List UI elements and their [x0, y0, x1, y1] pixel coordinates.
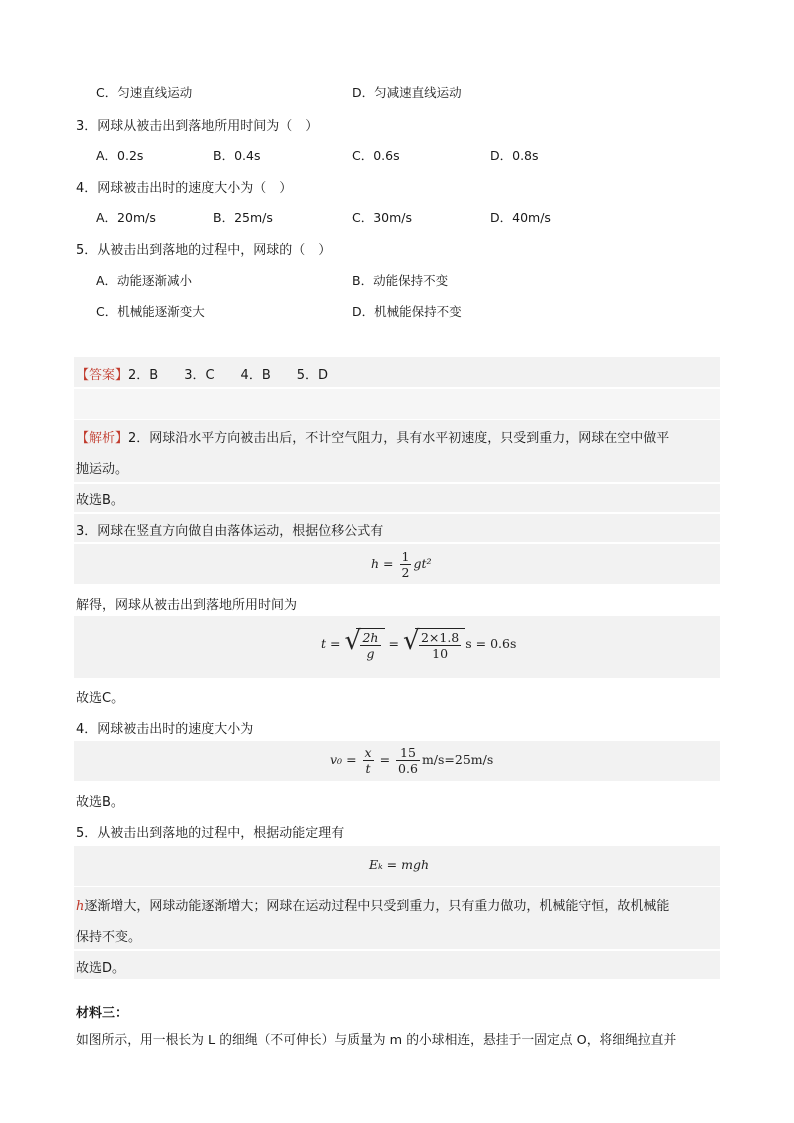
f1-num: 1	[401, 549, 410, 564]
analysis-2-text: 2．网球沿水平方向被击出后，不计空气阻力，具有水平初速度，只受到重力，网球在空中做平	[128, 431, 670, 446]
f3-fraction-1	[363, 745, 374, 776]
q5-option-d: D．机械能保持不变	[352, 304, 462, 319]
f1-eq: =	[383, 556, 394, 571]
q5-option-b: B．动能保持不变	[352, 273, 449, 288]
analysis-choose-2: 故选B。	[76, 493, 124, 508]
q5-option-c: C．机械能逐渐变大	[96, 304, 205, 319]
material-3-title: 材料三：	[76, 1006, 129, 1021]
f2-fraction-2	[419, 630, 461, 661]
f2-num1: 2h	[362, 630, 379, 645]
analysis-line-2b: 抛运动。	[76, 462, 129, 477]
analysis-band-choose-2	[74, 484, 720, 512]
question-5-stem: 5．从被击出到落地的过程中，网球的（ ）	[76, 243, 332, 258]
analysis-3-intro: 3．网球在竖直方向做自由落体运动，根据位移公式有	[76, 524, 384, 539]
analysis-choose-4: 故选B。	[76, 795, 124, 810]
f2-sqrt-1	[344, 628, 384, 661]
q3-option-b: B．0.4s	[213, 148, 261, 163]
f3-den2: 0.6	[398, 761, 418, 776]
f2-eq2: =	[388, 636, 399, 651]
f1-den: 2	[401, 565, 410, 580]
q3-option-a: A．0.2s	[96, 148, 144, 163]
formula-displacement	[371, 549, 432, 580]
analysis-band-choose-5	[74, 951, 720, 979]
f3-num1: x	[364, 745, 372, 760]
analysis-5-line-2: 保持不变。	[76, 930, 142, 945]
question-4-stem: 4．网球被击出时的速度大小为（ ）	[76, 181, 293, 196]
q4-option-c: C．30m/s	[352, 210, 413, 225]
analysis-5-intro: 5．从被击出到落地的过程中，根据动能定理有	[76, 826, 345, 841]
f1-fraction	[400, 549, 412, 580]
f3-eq2: =	[379, 752, 391, 767]
analysis-5-text: 逐渐增大，网球动能逐渐增大；网球在运动过程中只受到重力，只有重力做功，机械能守恒，故机械能	[84, 899, 670, 914]
sqrt-icon: √	[344, 626, 362, 656]
option-c: C．匀速直线运动	[96, 85, 193, 100]
f2-den2: 10	[432, 646, 449, 661]
analysis-label: 【解析】	[76, 431, 129, 446]
formula-velocity	[330, 745, 493, 776]
formula-kinetic-energy	[369, 857, 429, 872]
spacer-band	[74, 389, 720, 419]
answer-label: 【答案】	[76, 368, 129, 383]
question-3-stem: 3．网球从被击出到落地所用时间为（ ）	[76, 119, 319, 134]
answer-line	[76, 364, 328, 383]
analysis-choose-3: 故选C。	[76, 691, 125, 706]
q4-option-d: D．40m/s	[490, 210, 551, 225]
f3-fraction-2	[396, 745, 420, 776]
analysis-3-solve: 解得，网球从被击出到落地所用时间为	[76, 598, 298, 613]
analysis-5-line-1	[76, 895, 669, 914]
f3-num2: 15	[396, 745, 420, 761]
sqrt-icon: √	[402, 626, 420, 656]
analysis-4-intro: 4．网球被击出时的速度大小为	[76, 722, 254, 737]
f2-fraction-1	[360, 630, 380, 661]
f2-den1: g	[366, 646, 375, 661]
f4-eq: =	[386, 857, 398, 872]
analysis-choose-5: 故选D。	[76, 961, 126, 976]
q5-option-a: A．动能逐渐减小	[96, 273, 193, 288]
formula-time	[321, 628, 516, 661]
answer-text: 2．B 3．C 4．B 5．D	[128, 368, 329, 383]
analysis-line-2a	[76, 427, 669, 446]
option-d: D．匀减速直线运动	[352, 85, 462, 100]
q4-option-b: B．25m/s	[213, 210, 273, 225]
material-3-line-1: 如图所示，用一根长为 L 的细绳（不可伸长）与质量为 m 的小球相连，悬挂于一固定点 O，将细绳拉直并	[76, 1033, 677, 1048]
f3-tail: m/s=25m/s	[421, 752, 494, 767]
f4-lhs: Eₖ	[369, 857, 383, 872]
f2-t: t	[321, 636, 327, 651]
f1-rhs: gt²	[413, 556, 432, 571]
f4-rhs: mgh	[401, 857, 430, 872]
f3-den1: t	[365, 761, 371, 776]
h-variable: h	[76, 899, 85, 914]
q3-option-c: C．0.6s	[352, 148, 400, 163]
f2-tail: s = 0.6s	[465, 636, 517, 651]
q3-option-d: D．0.8s	[490, 148, 539, 163]
f1-lhs: h	[371, 556, 380, 571]
q4-option-a: A．20m/s	[96, 210, 156, 225]
f3-eq1: =	[346, 752, 357, 767]
f2-num2: 2×1.8	[420, 630, 460, 645]
f2-eq1: =	[330, 636, 341, 651]
f2-sqrt-2	[403, 628, 465, 661]
f3-lhs: v₀	[330, 752, 343, 767]
